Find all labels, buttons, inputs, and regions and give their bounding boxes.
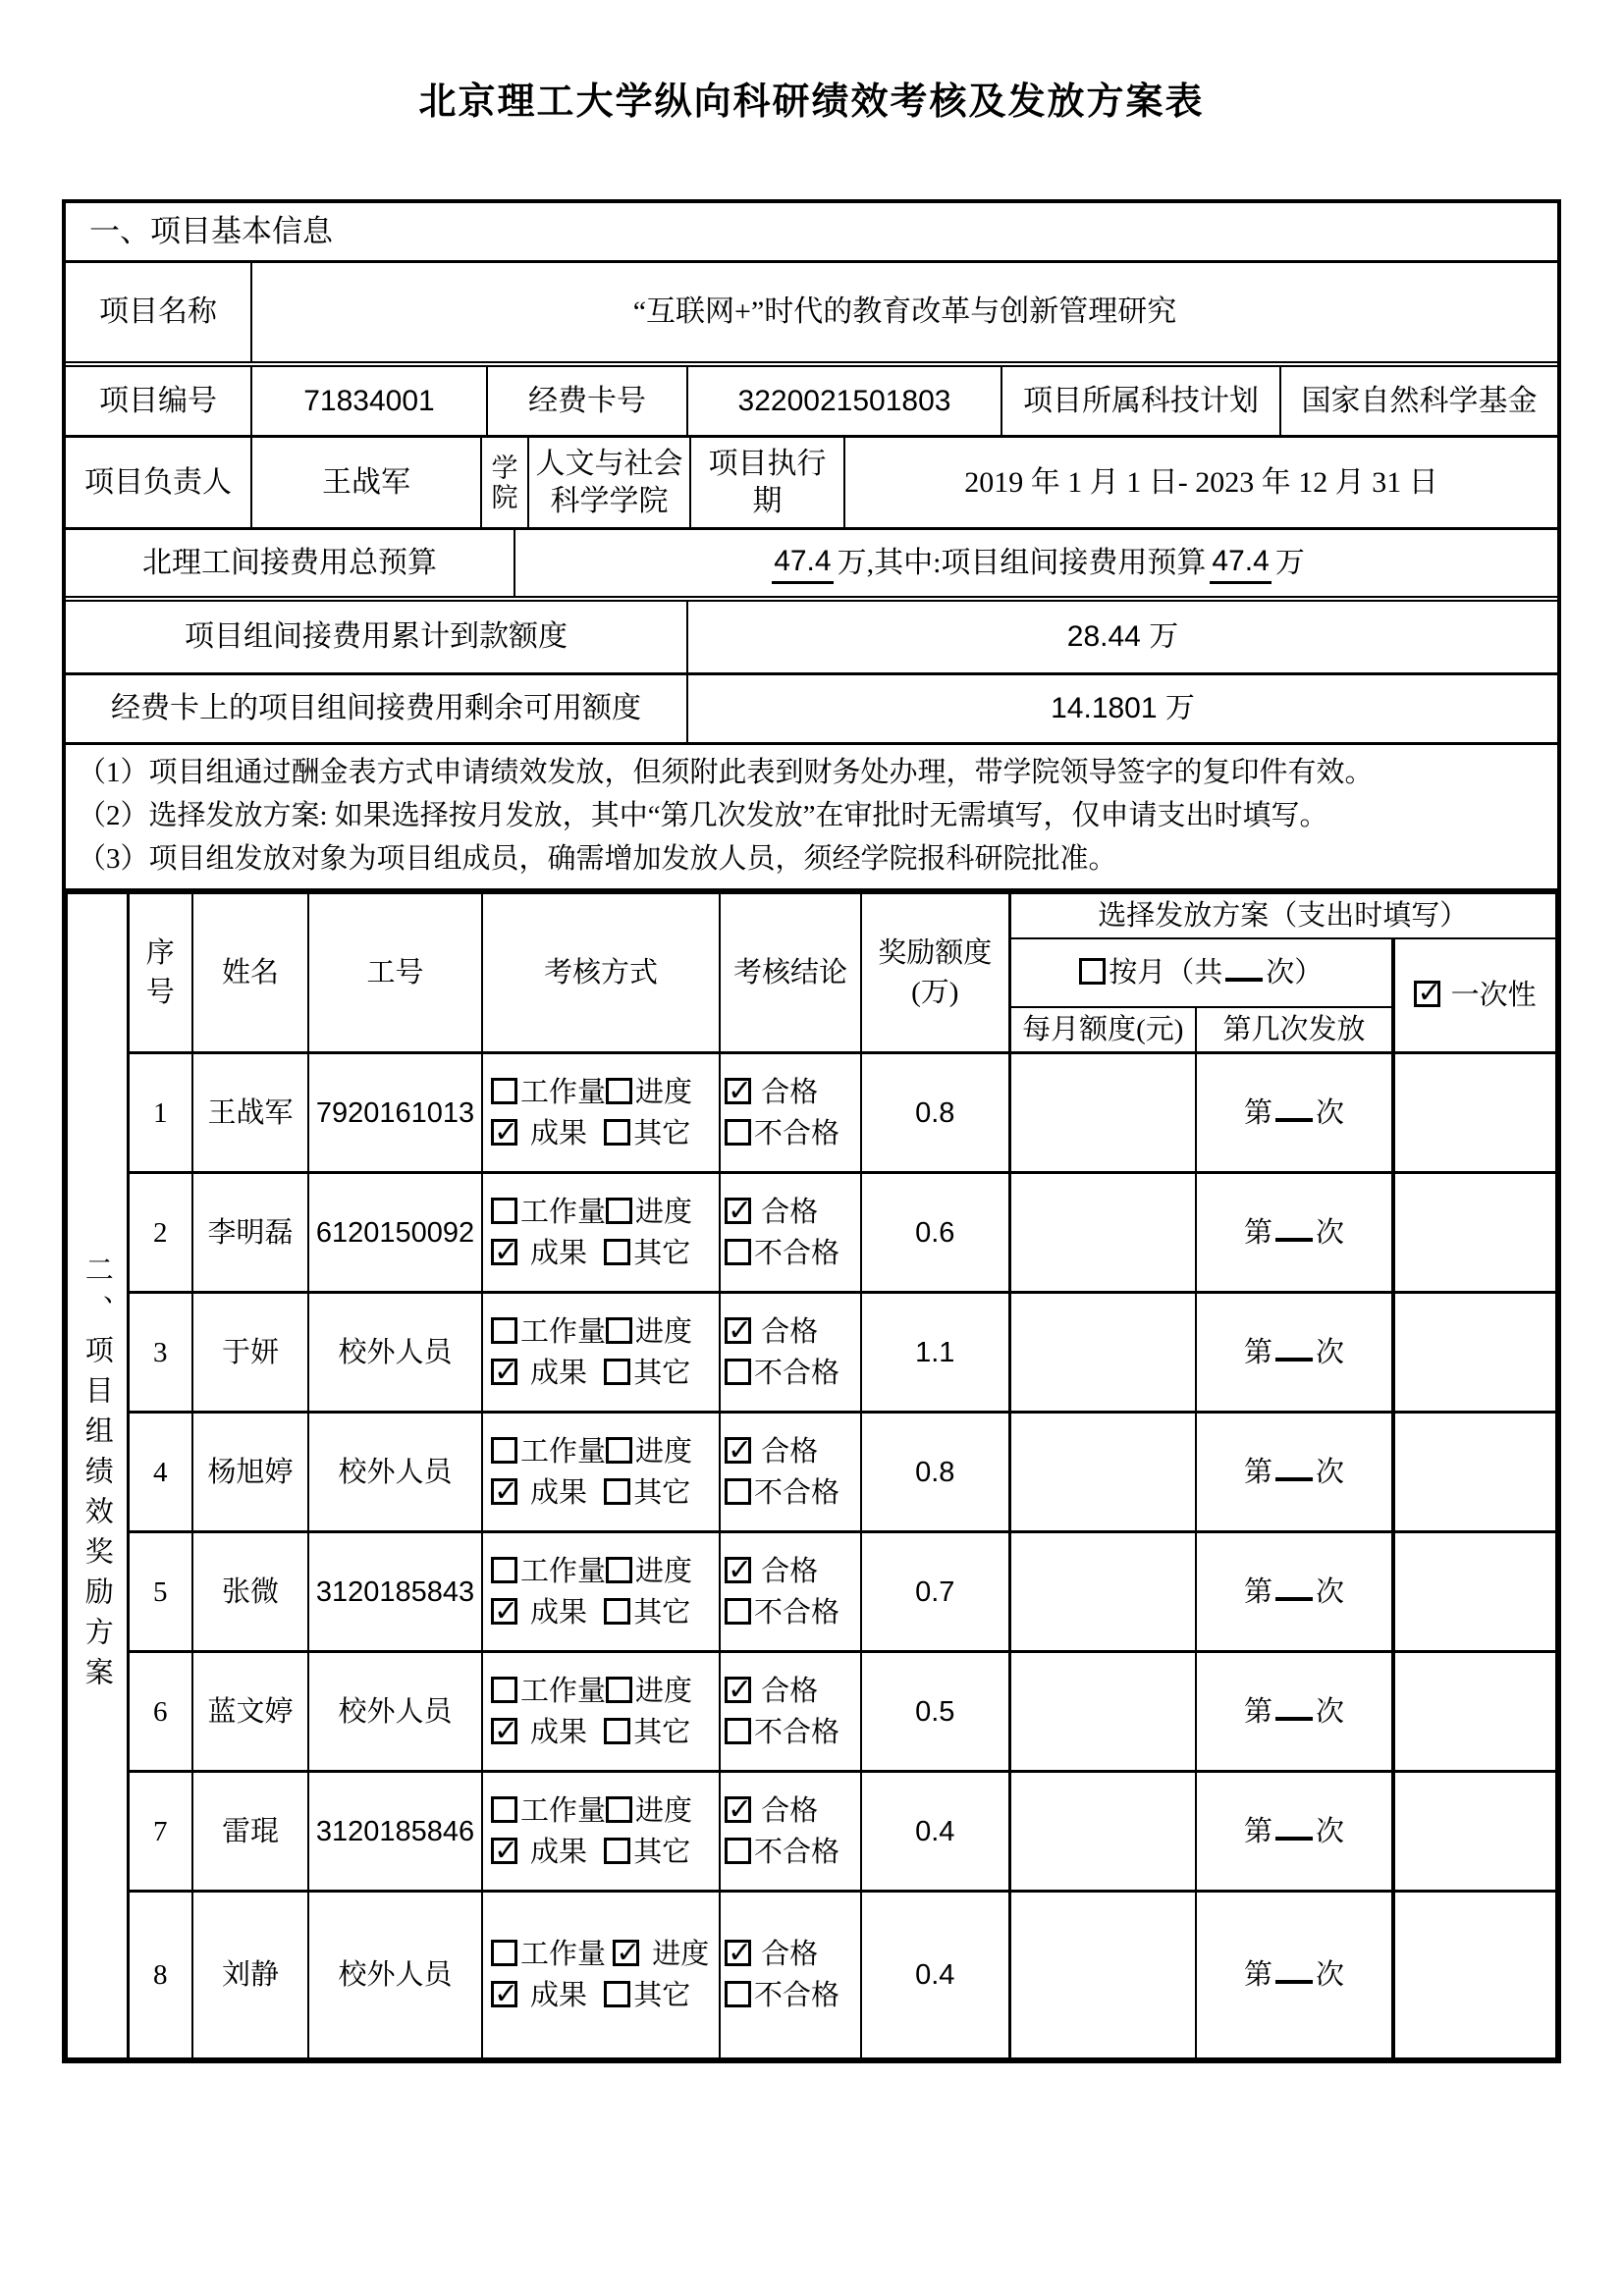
col-header-conclusion: 考核结论 xyxy=(720,893,861,1053)
monthly-amount-cell[interactable] xyxy=(1009,1413,1196,1532)
workload-label: 工作量 xyxy=(520,1315,607,1348)
remaining-row xyxy=(66,675,1557,745)
conclusion-cell xyxy=(720,1053,861,1173)
college-value: 人文与社会科学学院 xyxy=(529,438,691,527)
method-cell xyxy=(482,1173,720,1293)
section2-side-label: 二、项目组绩效奖励方案 xyxy=(67,893,128,2058)
fund-card-value: 3220021501803 xyxy=(688,367,1002,435)
college-label: 学院 xyxy=(482,438,529,527)
workload-checkbox[interactable] xyxy=(491,1940,517,1966)
amount-cell: 0.5 xyxy=(861,1652,1009,1772)
note-1: （1）项目组通过酬金表方式申请绩效发放，但须附此表到财务处办理，带学院领导签字的复印件有效。 xyxy=(78,757,1374,788)
col-header-monthly-amount: 每月额度(元) xyxy=(1009,1007,1196,1053)
installment-blank[interactable] xyxy=(1275,1213,1313,1242)
col-header-amount-line1: 奖励额度 xyxy=(878,937,993,969)
installment-suffix: 次 xyxy=(1316,1216,1345,1249)
installment-blank[interactable] xyxy=(1275,1812,1313,1841)
workload-label: 工作量 xyxy=(520,1938,607,1970)
outcome-checkbox[interactable] xyxy=(491,1119,517,1146)
monthly-amount-cell[interactable] xyxy=(1009,1173,1196,1293)
monthly-label-prefix: 按月（共 xyxy=(1109,957,1223,988)
budget-mid-text: 万,其中:项目组间接费用预算 xyxy=(837,546,1207,579)
progress-label: 进度 xyxy=(635,1555,693,1587)
period-value: 2019 年 1 月 1 日- 2023 年 12 月 31 日 xyxy=(964,465,1438,499)
period-label: 项目执行期 xyxy=(691,438,845,527)
amount-cell: 0.7 xyxy=(861,1532,1009,1652)
method-cell xyxy=(482,1053,720,1173)
member-id: 校外人员 xyxy=(308,1652,482,1772)
amount-cell: 0.6 xyxy=(861,1173,1009,1293)
progress-label: 进度 xyxy=(635,1076,693,1108)
pass-checkbox[interactable] xyxy=(725,1557,751,1583)
installment-cell xyxy=(1196,1293,1393,1413)
outcome-checkbox[interactable] xyxy=(491,1598,517,1625)
col-header-name: 姓名 xyxy=(192,893,308,1053)
conclusion-cell xyxy=(720,1413,861,1532)
installment-suffix: 次 xyxy=(1316,1815,1345,1847)
progress-checkbox[interactable] xyxy=(606,1437,632,1464)
workload-checkbox[interactable] xyxy=(491,1796,517,1823)
workload-checkbox[interactable] xyxy=(491,1677,517,1703)
other-label: 其它 xyxy=(633,1716,691,1748)
onetime-cell[interactable] xyxy=(1393,1293,1556,1413)
onetime-checkbox[interactable] xyxy=(1414,981,1440,1007)
workload-label: 工作量 xyxy=(520,1196,607,1228)
pass-checkbox[interactable] xyxy=(725,1677,751,1703)
workload-checkbox[interactable] xyxy=(491,1557,517,1583)
fail-label: 不合格 xyxy=(754,1476,840,1509)
notes-block xyxy=(66,745,1557,892)
budget-value xyxy=(515,530,1557,596)
onetime-label: 一次性 xyxy=(1450,980,1537,1011)
installment-cell xyxy=(1196,1532,1393,1652)
installment-prefix: 第 xyxy=(1243,1456,1272,1488)
other-checkbox[interactable] xyxy=(604,1359,630,1385)
member-name: 于妍 xyxy=(192,1293,308,1413)
member-id: 3120185843 xyxy=(308,1532,482,1652)
outcome-label: 成果 xyxy=(530,1596,588,1629)
workload-label: 工作量 xyxy=(520,1675,607,1707)
onetime-cell[interactable] xyxy=(1393,1053,1556,1173)
fail-checkbox[interactable] xyxy=(725,1119,751,1146)
project-number-row xyxy=(66,367,1557,438)
plan-header: 选择发放方案（支出时填写） xyxy=(1009,893,1556,938)
method-cell xyxy=(482,1892,720,2058)
conclusion-cell xyxy=(720,1652,861,1772)
outcome-label: 成果 xyxy=(530,1836,588,1868)
member-row-8 xyxy=(67,1892,1556,2058)
col-header-id: 工号 xyxy=(308,893,482,1053)
received-row xyxy=(66,602,1557,675)
program-value: 国家自然科学基金 xyxy=(1301,384,1538,417)
onetime-cell[interactable] xyxy=(1393,1532,1556,1652)
amount-cell: 1.1 xyxy=(861,1293,1009,1413)
pass-checkbox[interactable] xyxy=(725,1796,751,1823)
onetime-option-cell xyxy=(1393,938,1556,1053)
workload-label: 工作量 xyxy=(520,1076,607,1108)
installment-blank[interactable] xyxy=(1275,1333,1313,1362)
workload-checkbox[interactable] xyxy=(491,1078,517,1104)
page-title: 北京理工大学纵向科研绩效考核及发放方案表 xyxy=(418,81,1205,123)
outcome-label: 成果 xyxy=(530,1117,588,1149)
pass-label: 合格 xyxy=(761,1435,819,1468)
pass-label: 合格 xyxy=(761,1555,819,1587)
monthly-label-suffix: 次） xyxy=(1266,957,1324,988)
installment-blank[interactable] xyxy=(1275,1453,1313,1481)
section1-heading: 一、项目基本信息 xyxy=(89,214,333,248)
other-label: 其它 xyxy=(633,1117,691,1149)
project-leader-label: 项目负责人 xyxy=(66,438,252,527)
fail-label: 不合格 xyxy=(754,1117,840,1149)
conclusion-cell xyxy=(720,1892,861,2058)
note-3: （3）项目组发放对象为项目组成员，确需增加发放人员，须经学院报科研院批准。 xyxy=(78,843,1117,875)
outcome-checkbox[interactable] xyxy=(491,1838,517,1864)
member-name: 王战军 xyxy=(192,1053,308,1173)
outcome-label: 成果 xyxy=(530,1476,588,1509)
installment-blank[interactable] xyxy=(1275,1094,1313,1122)
col-header-no: 序号 xyxy=(128,893,192,1053)
project-name-row xyxy=(66,263,1557,367)
project-number-label: 项目编号 xyxy=(66,367,252,435)
outcome-checkbox[interactable] xyxy=(491,1239,517,1265)
installment-prefix: 第 xyxy=(1243,1336,1272,1368)
outcome-label: 成果 xyxy=(530,1237,588,1269)
pass-checkbox[interactable] xyxy=(725,1078,751,1104)
fail-label: 不合格 xyxy=(754,1836,840,1868)
col-header-amount-line2: (万) xyxy=(911,977,959,1008)
other-label: 其它 xyxy=(633,1596,691,1629)
member-row-5 xyxy=(67,1532,1556,1652)
fail-label: 不合格 xyxy=(754,1237,840,1269)
member-name: 雷琨 xyxy=(192,1772,308,1892)
progress-checkbox[interactable] xyxy=(606,1317,632,1344)
project-leader-row xyxy=(66,438,1557,530)
installment-prefix: 第 xyxy=(1243,1815,1272,1847)
installment-blank[interactable] xyxy=(1275,1573,1313,1601)
performance-table xyxy=(66,892,1557,2059)
member-no: 7 xyxy=(128,1772,192,1892)
fail-label: 不合格 xyxy=(754,1357,840,1389)
member-no: 2 xyxy=(128,1173,192,1293)
monthly-amount-cell[interactable] xyxy=(1009,1772,1196,1892)
progress-checkbox[interactable] xyxy=(606,1198,632,1224)
form-sheet xyxy=(62,199,1561,2063)
method-cell xyxy=(482,1772,720,1892)
outcome-label: 成果 xyxy=(530,1716,588,1748)
pass-label: 合格 xyxy=(761,1076,819,1108)
progress-checkbox[interactable] xyxy=(606,1557,632,1583)
member-name: 李明磊 xyxy=(192,1173,308,1293)
installment-suffix: 次 xyxy=(1316,1096,1345,1129)
member-id: 3120185846 xyxy=(308,1772,482,1892)
installment-suffix: 次 xyxy=(1316,1958,1345,1991)
member-name: 蓝文婷 xyxy=(192,1652,308,1772)
member-no: 4 xyxy=(128,1413,192,1532)
other-checkbox[interactable] xyxy=(604,1119,630,1146)
workload-checkbox[interactable] xyxy=(491,1437,517,1464)
member-name: 杨旭婷 xyxy=(192,1413,308,1532)
installment-cell xyxy=(1196,1652,1393,1772)
budget-group-amount: 47.4 xyxy=(1210,543,1271,584)
pass-label: 合格 xyxy=(761,1196,819,1228)
budget-unit: 万 xyxy=(1274,546,1305,579)
installment-prefix: 第 xyxy=(1243,1958,1272,1991)
method-cell xyxy=(482,1652,720,1772)
pass-checkbox[interactable] xyxy=(725,1437,751,1464)
member-name: 张微 xyxy=(192,1532,308,1652)
project-leader-value: 王战军 xyxy=(252,438,482,527)
fail-checkbox[interactable] xyxy=(725,1359,751,1385)
other-checkbox[interactable] xyxy=(604,1981,630,2007)
other-label: 其它 xyxy=(633,1979,691,2011)
monthly-count-blank[interactable] xyxy=(1225,953,1263,982)
monthly-amount-cell[interactable] xyxy=(1009,1293,1196,1413)
member-no: 3 xyxy=(128,1293,192,1413)
progress-label: 进度 xyxy=(635,1794,693,1827)
program-label: 项目所属科技计划 xyxy=(1002,367,1281,435)
conclusion-cell xyxy=(720,1293,861,1413)
amount-cell: 0.8 xyxy=(861,1053,1009,1173)
conclusion-cell xyxy=(720,1173,861,1293)
budget-label: 北理工间接费用总预算 xyxy=(66,530,515,596)
monthly-option-cell xyxy=(1009,938,1393,1007)
installment-cell xyxy=(1196,1772,1393,1892)
fail-checkbox[interactable] xyxy=(725,1718,751,1744)
pass-label: 合格 xyxy=(761,1794,819,1827)
col-header-amount xyxy=(861,893,1009,1053)
pass-label: 合格 xyxy=(761,1315,819,1348)
project-name-value: “互联网+”时代的教育改革与创新管理研究 xyxy=(632,295,1177,328)
project-name-label: 项目名称 xyxy=(66,263,252,361)
progress-label: 进度 xyxy=(635,1675,693,1707)
installment-blank[interactable] xyxy=(1275,1955,1313,1984)
col-header-method: 考核方式 xyxy=(482,893,720,1053)
member-row-4 xyxy=(67,1413,1556,1532)
installment-suffix: 次 xyxy=(1316,1575,1345,1608)
progress-label: 进度 xyxy=(635,1196,693,1228)
note-2: （2）选择发放方案: 如果选择按月发放，其中“第几次发放”在审批时无需填写，仅申请支出时填写。 xyxy=(78,800,1328,831)
installment-cell xyxy=(1196,1053,1393,1173)
progress-checkbox[interactable] xyxy=(606,1078,632,1104)
amount-cell: 0.4 xyxy=(861,1892,1009,2058)
member-id: 校外人员 xyxy=(308,1413,482,1532)
member-no: 8 xyxy=(128,1892,192,2058)
pass-checkbox[interactable] xyxy=(725,1940,751,1966)
pass-label: 合格 xyxy=(761,1938,819,1970)
progress-label: 进度 xyxy=(635,1435,693,1468)
workload-checkbox[interactable] xyxy=(491,1198,517,1224)
progress-checkbox[interactable] xyxy=(606,1796,632,1823)
installment-cell xyxy=(1196,1413,1393,1532)
monthly-checkbox[interactable] xyxy=(1079,958,1106,985)
fail-label: 不合格 xyxy=(754,1979,840,2011)
fund-card-label: 经费卡号 xyxy=(488,367,688,435)
project-number-value: 71834001 xyxy=(252,367,488,435)
member-name: 刘静 xyxy=(192,1892,308,2058)
progress-label: 进度 xyxy=(635,1315,693,1348)
onetime-cell[interactable] xyxy=(1393,1413,1556,1532)
conclusion-cell xyxy=(720,1772,861,1892)
onetime-cell[interactable] xyxy=(1393,1652,1556,1772)
onetime-cell[interactable] xyxy=(1393,1892,1556,2058)
member-row-3 xyxy=(67,1293,1556,1413)
installment-prefix: 第 xyxy=(1243,1575,1272,1608)
section1-heading-row xyxy=(66,203,1557,263)
other-label: 其它 xyxy=(633,1357,691,1389)
onetime-cell[interactable] xyxy=(1393,1772,1556,1892)
fail-label: 不合格 xyxy=(754,1716,840,1748)
monthly-amount-cell[interactable] xyxy=(1009,1652,1196,1772)
member-row-7 xyxy=(67,1772,1556,1892)
other-checkbox[interactable] xyxy=(604,1478,630,1505)
fail-checkbox[interactable] xyxy=(725,1838,751,1864)
col-header-installment: 第几次发放 xyxy=(1196,1007,1393,1053)
installment-suffix: 次 xyxy=(1316,1456,1345,1488)
fail-checkbox[interactable] xyxy=(725,1239,751,1265)
member-id: 校外人员 xyxy=(308,1293,482,1413)
amount-cell: 0.8 xyxy=(861,1413,1009,1532)
outcome-checkbox[interactable] xyxy=(491,1981,517,2007)
workload-checkbox[interactable] xyxy=(491,1317,517,1344)
member-row-1 xyxy=(67,1053,1556,1173)
other-label: 其它 xyxy=(633,1836,691,1868)
outcome-label: 成果 xyxy=(530,1357,588,1389)
member-no: 5 xyxy=(128,1532,192,1652)
monthly-amount-cell[interactable] xyxy=(1009,1532,1196,1652)
installment-cell xyxy=(1196,1892,1393,2058)
member-id: 7920161013 xyxy=(308,1053,482,1173)
method-cell xyxy=(482,1532,720,1652)
method-cell xyxy=(482,1293,720,1413)
other-label: 其它 xyxy=(633,1237,691,1269)
installment-suffix: 次 xyxy=(1316,1336,1345,1368)
installment-prefix: 第 xyxy=(1243,1216,1272,1249)
remaining-value: 14.1801 万 xyxy=(1051,692,1195,724)
installment-suffix: 次 xyxy=(1316,1695,1345,1728)
member-row-6 xyxy=(67,1652,1556,1772)
budget-row xyxy=(66,530,1557,602)
fail-label: 不合格 xyxy=(754,1596,840,1629)
fail-checkbox[interactable] xyxy=(725,1598,751,1625)
received-value: 28.44 万 xyxy=(1066,620,1179,653)
other-checkbox[interactable] xyxy=(604,1598,630,1625)
member-row-2 xyxy=(67,1173,1556,1293)
pass-checkbox[interactable] xyxy=(725,1198,751,1224)
progress-checkbox[interactable] xyxy=(606,1677,632,1703)
progress-label: 进度 xyxy=(652,1938,710,1970)
workload-label: 工作量 xyxy=(520,1555,607,1587)
other-label: 其它 xyxy=(633,1476,691,1509)
outcome-checkbox[interactable] xyxy=(491,1718,517,1744)
monthly-amount-cell[interactable] xyxy=(1009,1892,1196,2058)
other-checkbox[interactable] xyxy=(604,1718,630,1744)
monthly-amount-cell[interactable] xyxy=(1009,1053,1196,1173)
member-id: 校外人员 xyxy=(308,1892,482,2058)
other-checkbox[interactable] xyxy=(604,1239,630,1265)
workload-label: 工作量 xyxy=(520,1435,607,1468)
onetime-cell[interactable] xyxy=(1393,1173,1556,1293)
budget-total-amount: 47.4 xyxy=(772,543,833,584)
method-cell xyxy=(482,1413,720,1532)
outcome-checkbox[interactable] xyxy=(491,1359,517,1385)
installment-blank[interactable] xyxy=(1275,1692,1313,1721)
remaining-label: 经费卡上的项目组间接费用剩余可用额度 xyxy=(66,675,688,742)
outcome-checkbox[interactable] xyxy=(491,1478,517,1505)
member-no: 6 xyxy=(128,1652,192,1772)
progress-checkbox[interactable] xyxy=(613,1940,639,1966)
fail-checkbox[interactable] xyxy=(725,1981,751,2007)
member-id: 6120150092 xyxy=(308,1173,482,1293)
installment-prefix: 第 xyxy=(1243,1695,1272,1728)
workload-label: 工作量 xyxy=(520,1794,607,1827)
outcome-label: 成果 xyxy=(530,1979,588,2011)
other-checkbox[interactable] xyxy=(604,1838,630,1864)
installment-cell xyxy=(1196,1173,1393,1293)
received-label: 项目组间接费用累计到款额度 xyxy=(66,602,688,672)
pass-checkbox[interactable] xyxy=(725,1317,751,1344)
member-no: 1 xyxy=(128,1053,192,1173)
amount-cell: 0.4 xyxy=(861,1772,1009,1892)
fail-checkbox[interactable] xyxy=(725,1478,751,1505)
installment-prefix: 第 xyxy=(1243,1096,1272,1129)
conclusion-cell xyxy=(720,1532,861,1652)
pass-label: 合格 xyxy=(761,1675,819,1707)
